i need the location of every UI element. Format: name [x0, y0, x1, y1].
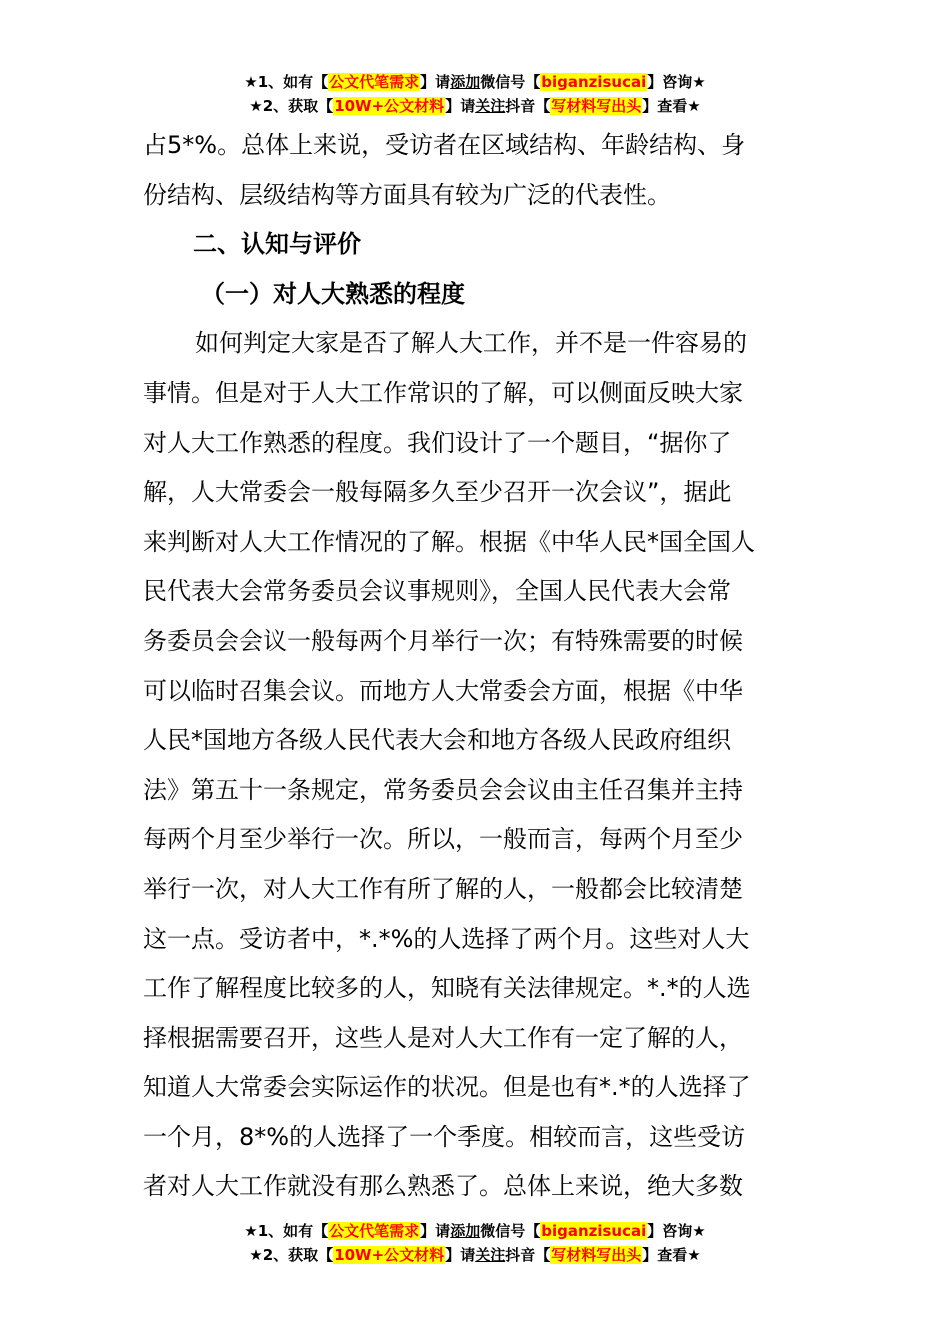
header-banner [0, 70, 950, 118]
body-line: 工作了解程度比较多的人，知晓有关法律规定。*.*的人选 [143, 974, 751, 1003]
subsection-heading: （一）对人大熟悉的程度 [201, 279, 465, 308]
banner-line-2: ★2、获取【10W+公文材料】请关注抖音【写材料写出头】查看★ [249, 97, 701, 115]
body-line: 来判断对人大工作情况的了解。根据《中华人民*国全国人 [143, 527, 755, 556]
body-line: 这一点。受访者中，*.*%的人选择了两个月。这些对人大 [143, 924, 750, 953]
body-line: 事情。但是对于人大工作常识的了解，可以侧面反映大家 [143, 378, 743, 407]
body-line: 务委员会会议一般每两个月举行一次；有特殊需要的时候 [143, 626, 743, 655]
highlight-materials: 10W+公文材料 [334, 97, 445, 115]
highlight-douyin: 写材料写出头 [551, 97, 642, 115]
banner-line-1: ★1、如有【公文代笔需求】请添加微信号【biganzisucai】咨询★ [244, 73, 706, 91]
body-line: 人民*国地方各级人民代表大会和地方各级人民政府组织 [143, 726, 731, 755]
body-line: 法》第五十一条规定，常务委员会会议由主任召集并主持 [143, 775, 743, 804]
star-icon: ★ [249, 1246, 263, 1264]
highlight-wechat-id: biganzisucai [541, 73, 647, 91]
highlight-ghostwriting: 公文代笔需求 [329, 1222, 420, 1240]
section-heading: 二、认知与评价 [193, 230, 361, 259]
body-line: 择根据需要召开，这些人是对人大工作有一定了解的人， [143, 1023, 743, 1052]
body-line: 解，人大常委会一般每隔多久至少召开一次会议”，据此 [143, 478, 732, 507]
body-line: 一个月，8*%的人选择了一个季度。相较而言，这些受访 [143, 1122, 746, 1151]
highlight-wechat-id: biganzisucai [541, 1222, 647, 1240]
body-line: 民代表大会常务委员会议事规则》，全国人民代表大会常 [143, 577, 731, 606]
banner-line-2: ★2、获取【10W+公文材料】请关注抖音【写材料写出头】查看★ [249, 1246, 701, 1264]
star-icon: ★ [244, 73, 258, 91]
body-line: 如何判定大家是否了解人大工作，并不是一件容易的 [195, 329, 747, 358]
body-line: 份结构、层级结构等方面具有较为广泛的代表性。 [143, 180, 671, 209]
banner-line-1: ★1、如有【公文代笔需求】请添加微信号【biganzisucai】咨询★ [244, 1222, 706, 1240]
body-line: 举行一次，对人大工作有所了解的人，一般都会比较清楚 [143, 874, 743, 903]
body-line: 对人大工作熟悉的程度。我们设计了一个题目，“据你了 [143, 428, 732, 457]
footer-banner [0, 1219, 950, 1267]
star-icon: ★ [249, 97, 263, 115]
body-line: 占5*%。总体上来说，受访者在区域结构、年龄结构、身 [143, 131, 746, 159]
body-line: 者对人大工作就没有那么熟悉了。总体上来说，绝大多数 [143, 1172, 743, 1201]
body-line: 可以临时召集会议。而地方人大常委会方面，根据《中华 [143, 676, 743, 705]
body-line: 知道人大常委会实际运作的状况。但是也有*.*的人选择了 [143, 1073, 751, 1102]
star-icon: ★ [244, 1222, 258, 1240]
body-line: 每两个月至少举行一次。所以，一般而言，每两个月至少 [143, 825, 743, 854]
document-body [143, 121, 811, 1212]
highlight-ghostwriting: 公文代笔需求 [329, 73, 420, 91]
highlight-materials: 10W+公文材料 [334, 1246, 445, 1264]
highlight-douyin: 写材料写出头 [551, 1246, 642, 1264]
